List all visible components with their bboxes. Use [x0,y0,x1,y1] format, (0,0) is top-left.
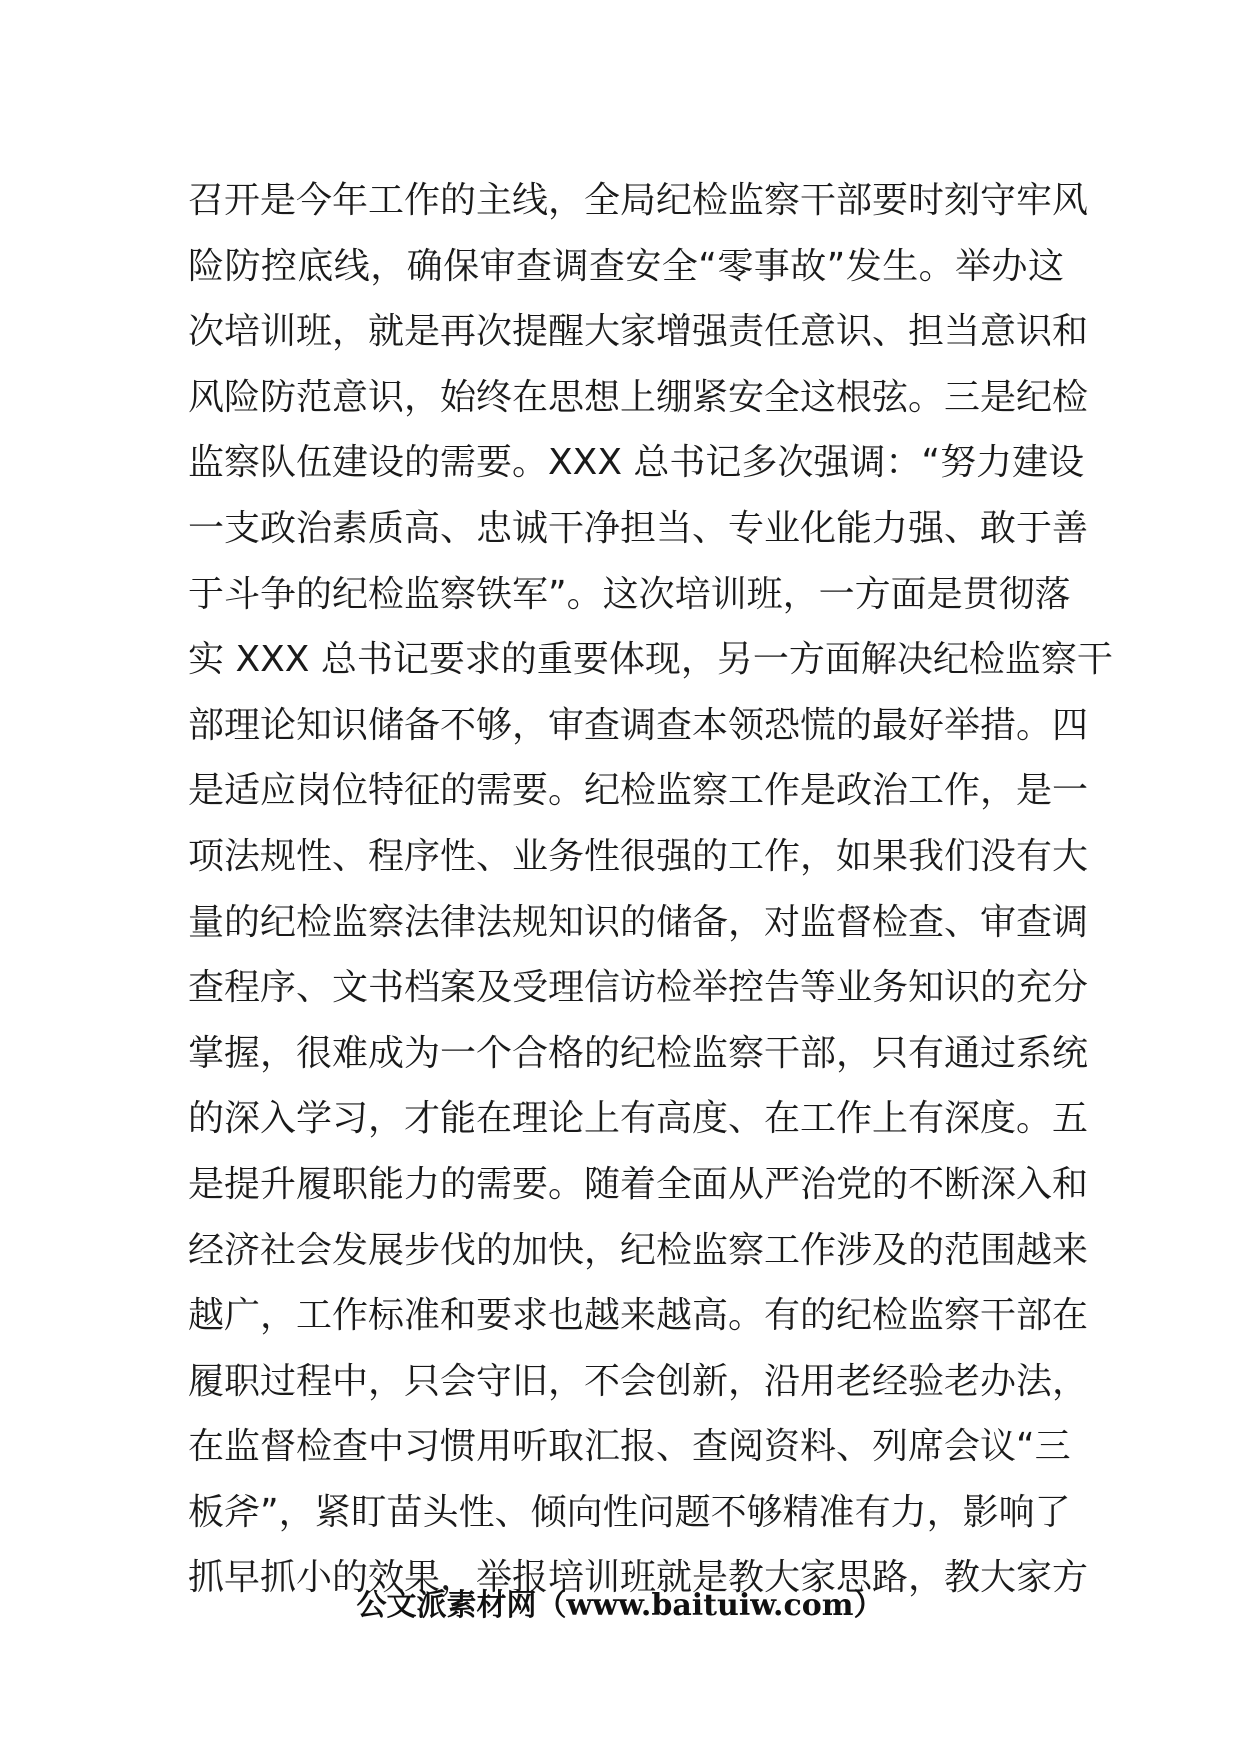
text-line: 越广，工作标准和要求也越来越高。有的纪检监察干部在 [188,1295,1089,1337]
text-line: 在监督检查中习惯用听取汇报、查阅资料、列席会议“三 [188,1426,1071,1468]
text-line: 实 XXX 总书记要求的重要体现，另一方面解决纪检监察干 [188,639,1113,681]
body-text [188,168,1113,1611]
text-line: 项法规性、程序性、业务性很强的工作，如果我们没有大 [188,835,1089,877]
text-line: 履职过程中，只会守旧，不会创新，沿用老经验老办法， [188,1360,1089,1402]
text-line: 查程序、文书档案及受理信访检举控告等业务知识的充分 [188,967,1089,1009]
text-line: 是适应岗位特征的需要。纪检监察工作是政治工作，是一 [188,770,1089,812]
text-line: 监察队伍建设的需要。XXX 总书记多次强调：“努力建设 [188,442,1085,484]
text-line: 一支政治素质高、忠诚干净担当、专业化能力强、敢于善 [188,507,1089,549]
text-line: 量的纪检监察法律法规知识的储备，对监督检查、审查调 [188,901,1089,943]
text-line: 次培训班，就是再次提醒大家增强责任意识、担当意识和 [188,311,1089,353]
text-line: 的深入学习，才能在理论上有高度、在工作上有深度。五 [188,1098,1089,1140]
text-line: 掌握，很难成为一个合格的纪检监察干部，只有通过系统 [188,1032,1089,1074]
text-line: 险防控底线，确保审查调查安全“零事故”发生。举办这 [188,245,1064,287]
text-line: 是提升履职能力的需要。随着全面从严治党的不断深入和 [188,1163,1089,1205]
text-line: 召开是今年工作的主线，全局纪检监察干部要时刻守牢风 [188,180,1089,221]
text-line: 风险防范意识，始终在思想上绷紧安全这根弦。三是纪检 [188,376,1089,418]
text-line: 经济社会发展步伐的加快，纪检监察工作涉及的范围越来 [188,1229,1089,1271]
footer-watermark: 公文派素材网（www.baituiw.com） [356,1588,884,1623]
text-line: 抓早抓小的效果，举报培训班就是教大家思路，教大家方 [188,1557,1089,1599]
text-line: 于斗争的纪检监察铁军”。这次培训班，一方面是贯彻落 [188,573,1071,615]
text-line: 部理论知识储备不够，审查调查本领恐慌的最好举措。四 [188,704,1089,746]
text-line: 板斧”，紧盯苗头性、倾向性问题不够精准有力，影响了 [188,1491,1071,1533]
